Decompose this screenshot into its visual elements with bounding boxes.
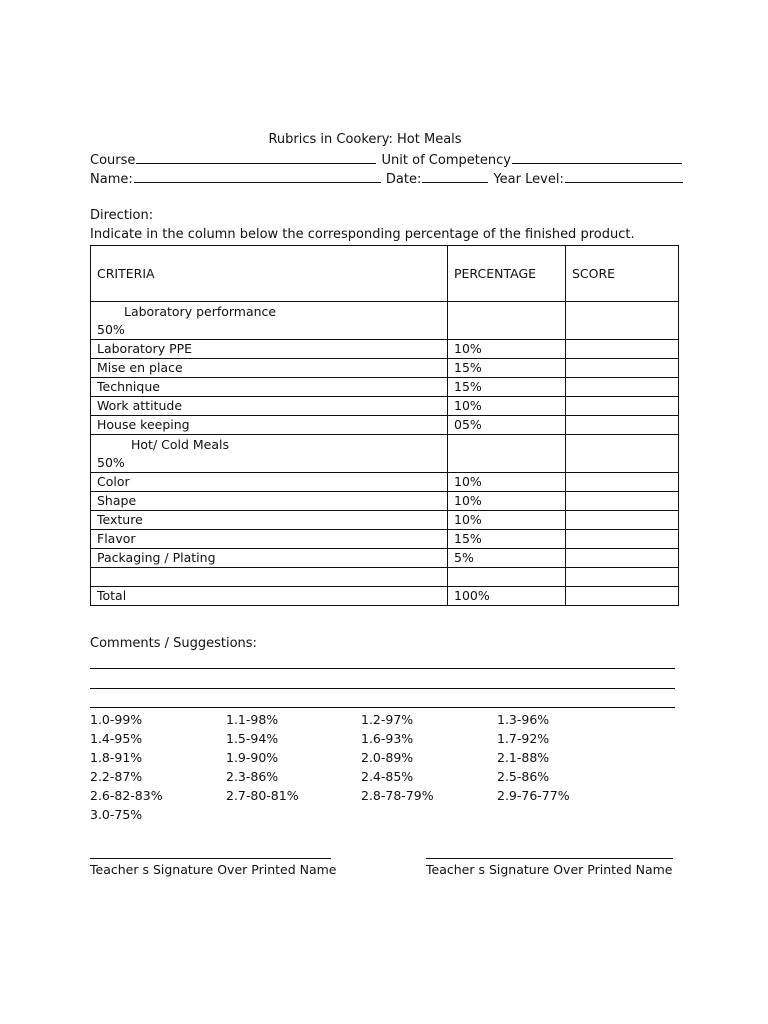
percentage-cell: 5% xyxy=(448,549,566,568)
year-level-field[interactable] xyxy=(565,170,683,183)
table-row xyxy=(91,340,679,359)
criteria-cell: Color xyxy=(91,473,448,492)
grade-entry: 2.0-89% xyxy=(361,750,414,765)
percentage-cell: 10% xyxy=(448,340,566,359)
score-cell[interactable] xyxy=(566,492,679,511)
criteria-cell: Texture xyxy=(91,511,448,530)
direction-text: Indicate in the column below the corresponding percentage of the finished product. xyxy=(90,227,635,242)
percentage-cell xyxy=(448,302,566,340)
grade-entry: 2.7-80-81% xyxy=(226,788,299,803)
section-row-laboratory-performance xyxy=(91,302,679,340)
table-row xyxy=(91,511,679,530)
course-line xyxy=(90,151,683,170)
percentage-cell: 15% xyxy=(448,530,566,549)
percentage-cell xyxy=(448,568,566,587)
header-percentage: PERCENTAGE xyxy=(448,246,566,302)
grade-entry: 2.6-82-83% xyxy=(90,788,163,803)
criteria-cell: Packaging / Plating xyxy=(91,549,448,568)
total-label: Total xyxy=(91,587,448,606)
section-row-hot-cold-meals xyxy=(91,435,679,473)
section-weight: 50% xyxy=(97,454,125,470)
grade-entry: 1.4-95% xyxy=(90,731,143,746)
signature-label-right: Teacher s Signature Over Printed Name xyxy=(426,862,673,877)
criteria-cell: House keeping xyxy=(91,416,448,435)
score-cell[interactable] xyxy=(566,568,679,587)
percentage-cell: 10% xyxy=(448,511,566,530)
score-cell[interactable] xyxy=(566,435,679,473)
criteria-cell: Technique xyxy=(91,378,448,397)
name-label: Name: xyxy=(90,172,133,187)
table-header-row xyxy=(91,246,679,302)
criteria-cell xyxy=(91,568,448,587)
name-line xyxy=(90,170,684,189)
score-cell[interactable] xyxy=(566,416,679,435)
grade-entry: 2.5-86% xyxy=(497,769,550,784)
header-criteria: CRITERIA xyxy=(91,246,448,302)
score-cell[interactable] xyxy=(566,397,679,416)
name-field[interactable] xyxy=(134,170,381,183)
score-cell[interactable] xyxy=(566,473,679,492)
unit-label: Unit of Competency xyxy=(381,153,511,168)
comments-label: Comments / Suggestions: xyxy=(90,636,257,651)
total-score-cell[interactable] xyxy=(566,587,679,606)
course-field[interactable] xyxy=(136,151,376,164)
grade-entry: 1.3-96% xyxy=(497,712,550,727)
section-label: Hot/ Cold Meals xyxy=(131,436,230,452)
grade-entry: 1.2-97% xyxy=(361,712,414,727)
table-row xyxy=(91,359,679,378)
table-row xyxy=(91,492,679,511)
signature-line-left[interactable] xyxy=(90,858,331,859)
grade-entry: 1.5-94% xyxy=(226,731,279,746)
signature-line-right[interactable] xyxy=(426,858,673,859)
table-row xyxy=(91,416,679,435)
grade-entry: 2.3-86% xyxy=(226,769,279,784)
percentage-cell xyxy=(448,435,566,473)
unit-field[interactable] xyxy=(512,151,682,164)
grade-entry: 1.1-98% xyxy=(226,712,279,727)
direction-heading: Direction: xyxy=(90,208,154,223)
percentage-cell: 10% xyxy=(448,473,566,492)
criteria-cell: Shape xyxy=(91,492,448,511)
percentage-cell: 05% xyxy=(448,416,566,435)
score-cell[interactable] xyxy=(566,511,679,530)
header-score: SCORE xyxy=(566,246,679,302)
percentage-cell: 15% xyxy=(448,359,566,378)
table-row xyxy=(91,378,679,397)
course-label: Course xyxy=(90,153,136,168)
score-cell[interactable] xyxy=(566,530,679,549)
grade-entry: 3.0-75% xyxy=(90,807,143,822)
percentage-cell: 10% xyxy=(448,397,566,416)
score-cell[interactable] xyxy=(566,549,679,568)
grade-entry: 2.2-87% xyxy=(90,769,143,784)
grade-entry: 1.0-99% xyxy=(90,712,143,727)
grade-entry: 2.9-76-77% xyxy=(497,788,570,803)
score-cell[interactable] xyxy=(566,340,679,359)
criteria-cell: Laboratory PPE xyxy=(91,340,448,359)
section-weight: 50% xyxy=(97,321,125,337)
total-percentage: 100% xyxy=(448,587,566,606)
date-label: Date: xyxy=(385,172,422,187)
criteria-cell: Work attitude xyxy=(91,397,448,416)
table-row xyxy=(91,549,679,568)
score-cell[interactable] xyxy=(566,302,679,340)
score-cell[interactable] xyxy=(566,378,679,397)
grade-entry: 2.8-78-79% xyxy=(361,788,434,803)
table-row xyxy=(91,397,679,416)
table-row xyxy=(91,530,679,549)
section-label: Laboratory performance xyxy=(124,303,277,319)
criteria-cell: Mise en place xyxy=(91,359,448,378)
document-title: Rubrics in Cookery: Hot Meals xyxy=(268,132,462,147)
comment-line[interactable] xyxy=(90,707,675,708)
grade-entry: 1.8-91% xyxy=(90,750,143,765)
percentage-cell: 15% xyxy=(448,378,566,397)
grade-entry: 1.6-93% xyxy=(361,731,414,746)
grade-entry: 2.1-88% xyxy=(497,750,550,765)
table-row-total xyxy=(91,587,679,606)
comment-line[interactable] xyxy=(90,668,675,669)
date-field[interactable] xyxy=(422,170,488,183)
criteria-cell: Flavor xyxy=(91,530,448,549)
grade-entry: 1.7-92% xyxy=(497,731,550,746)
table-row-empty xyxy=(91,568,679,587)
grade-entry: 1.9-90% xyxy=(226,750,279,765)
year-level-label: Year Level: xyxy=(493,172,564,187)
signature-label-left: Teacher s Signature Over Printed Name xyxy=(90,862,337,877)
score-cell[interactable] xyxy=(566,359,679,378)
rubric-table xyxy=(90,245,679,606)
grade-entry: 2.4-85% xyxy=(361,769,414,784)
comment-line[interactable] xyxy=(90,688,675,689)
percentage-cell: 10% xyxy=(448,492,566,511)
table-row xyxy=(91,473,679,492)
